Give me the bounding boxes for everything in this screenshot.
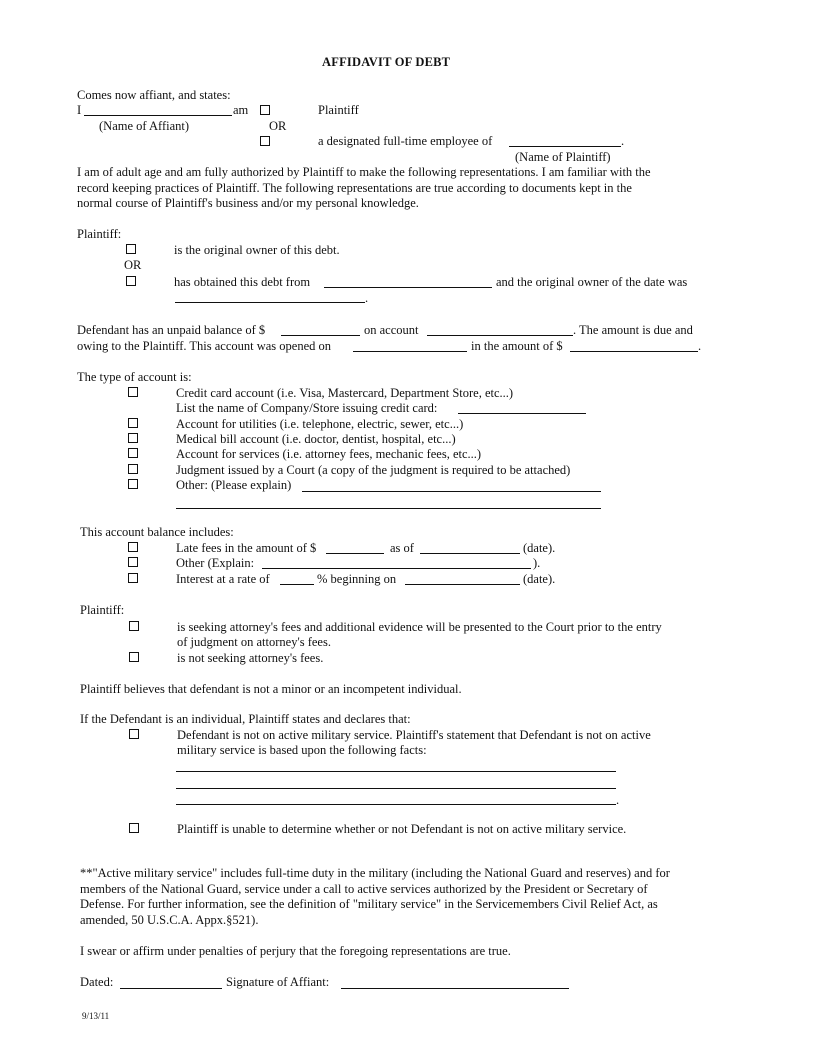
military-facts-field-1[interactable]	[176, 771, 616, 772]
obtained-debt-checkbox[interactable]	[126, 276, 136, 286]
balance-text-2: on account	[364, 323, 419, 337]
balance-amount-field[interactable]	[281, 335, 360, 336]
not-active-military-line-1: Defendant is not on active military service. Plaintiff's statement that Defendant is not on active	[177, 728, 651, 742]
owner-or: OR	[124, 258, 142, 272]
military-intro: If the Defendant is an individual, Plaintiff states and declares that:	[80, 712, 411, 726]
late-fees-as-of: as of	[390, 541, 414, 555]
late-fees-amount-field[interactable]	[326, 553, 384, 554]
oath-statement: I swear or affirm under penalties of perjury that the foregoing representations are true.	[80, 944, 511, 958]
not-seeking-fees-checkbox[interactable]	[129, 652, 139, 662]
balance-text-1: Defendant has an unpaid balance of $	[77, 323, 266, 337]
judgment-label: Judgment issued by a Court (a copy of the judgment is required to be attached)	[176, 463, 571, 477]
opened-date-field[interactable]	[353, 351, 467, 352]
interest-percent-label: % beginning on	[317, 572, 397, 586]
other-fees-explain-field[interactable]	[262, 568, 531, 569]
original-owner-checkbox[interactable]	[126, 244, 136, 254]
medical-label: Medical bill account (i.e. doctor, dentist, hospital, etc...)	[176, 432, 456, 446]
intro-am: am	[233, 103, 249, 117]
employee-checkbox[interactable]	[260, 136, 270, 146]
obtained-from-field[interactable]	[324, 287, 492, 288]
other-fees-checkbox[interactable]	[128, 557, 138, 567]
intro-or: OR	[269, 119, 287, 133]
account-field[interactable]	[427, 335, 573, 336]
seeking-fees-line-1: is seeking attorney's fees and additional evidence will be presented to the Court prior to the entry	[177, 620, 662, 634]
owner-plaintiff-label: Plaintiff:	[77, 227, 122, 241]
attorney-plaintiff-label: Plaintiff:	[80, 603, 125, 617]
not-seeking-fees-label: is not seeking attorney's fees.	[177, 651, 324, 665]
signature-label: Signature of Affiant:	[226, 975, 330, 989]
interest-date-field[interactable]	[405, 584, 520, 585]
late-fees-label: Late fees in the amount of $	[176, 541, 317, 555]
original-owner-date-label: and the original owner of the date was	[496, 275, 688, 289]
dated-field[interactable]	[120, 988, 222, 989]
credit-card-label: Credit card account (i.e. Visa, Mastercard, Department Store, etc...)	[176, 386, 514, 400]
account-type-label: The type of account is:	[77, 370, 192, 384]
signature-field[interactable]	[341, 988, 569, 989]
unable-determine-checkbox[interactable]	[129, 823, 139, 833]
balance-text-5: in the amount of $	[471, 339, 563, 353]
medical-checkbox[interactable]	[128, 433, 138, 443]
late-fees-checkbox[interactable]	[128, 542, 138, 552]
minor-statement: Plaintiff believes that defendant is not a minor or an incompetent individual.	[80, 682, 462, 696]
credit-card-sub-label: List the name of Company/Store issuing credit card:	[176, 401, 438, 415]
footnote-line-4: amended, 50 U.S.C.A. Appx.§521).	[80, 913, 259, 927]
credit-card-checkbox[interactable]	[128, 387, 138, 397]
judgment-checkbox[interactable]	[128, 464, 138, 474]
form-date: 9/13/11	[82, 1011, 110, 1021]
services-label: Account for services (i.e. attorney fees, mechanic fees, etc...)	[176, 447, 482, 461]
affiant-name-field[interactable]	[84, 115, 232, 116]
other-account-explain-field-2[interactable]	[176, 508, 601, 509]
military-facts-field-3[interactable]	[176, 804, 616, 805]
other-account-checkbox[interactable]	[128, 479, 138, 489]
not-active-military-checkbox[interactable]	[129, 729, 139, 739]
other-fees-label: Other (Explain:	[176, 556, 255, 570]
services-checkbox[interactable]	[128, 448, 138, 458]
intro-i: I	[77, 103, 82, 117]
other-fees-close: ).	[533, 556, 541, 570]
footnote-line-2: members of the National Guard, service under a call to active services authorized by the President or Secretary of	[80, 882, 648, 896]
late-fees-date-field[interactable]	[420, 553, 520, 554]
not-active-military-line-2: military service is based upon the following facts:	[177, 743, 427, 757]
original-owner-date-field[interactable]	[175, 302, 365, 303]
interest-checkbox[interactable]	[128, 573, 138, 583]
name-of-plaintiff-caption: (Name of Plaintiff)	[515, 150, 611, 164]
intro-comes-now: Comes now affiant, and states:	[77, 88, 231, 102]
balance-text-6: .	[698, 339, 702, 353]
other-account-explain-field[interactable]	[302, 491, 601, 492]
dated-label: Dated:	[80, 975, 114, 989]
plaintiff-name-field[interactable]	[509, 146, 621, 147]
interest-rate-field[interactable]	[280, 584, 314, 585]
credit-card-company-field[interactable]	[458, 413, 586, 414]
obtained-debt-label: has obtained this debt from	[174, 275, 311, 289]
owner-period: .	[365, 291, 369, 305]
footnote-line-1: **"Active military service" includes full-time duty in the military (including the National Guard and reserves) and for	[80, 866, 670, 880]
balance-includes-label: This account balance includes:	[80, 525, 234, 539]
authority-line-2: record keeping practices of Plaintiff. The following representations are true according to documents kept in the	[77, 181, 632, 195]
utilities-checkbox[interactable]	[128, 418, 138, 428]
other-account-label: Other: (Please explain)	[176, 478, 292, 492]
plaintiff-option-label: Plaintiff	[318, 103, 359, 117]
late-fees-date-label: (date).	[523, 541, 556, 555]
interest-date-label: (date).	[523, 572, 556, 586]
seeking-fees-checkbox[interactable]	[129, 621, 139, 631]
utilities-label: Account for utilities (i.e. telephone, electric, sewer, etc...)	[176, 417, 464, 431]
balance-text-3: . The amount is due and	[573, 323, 693, 337]
authority-line-1: I am of adult age and am fully authorized by Plaintiff to make the following representations. I am familiar with the	[77, 165, 651, 179]
plaintiff-checkbox[interactable]	[260, 105, 270, 115]
employee-period: .	[621, 134, 625, 148]
unable-determine-label: Plaintiff is unable to determine whether or not Defendant is not on active military service.	[177, 822, 627, 836]
original-owner-label: is the original owner of this debt.	[174, 243, 340, 257]
footnote-line-3: Defense. For further information, see the definition of "military service" in the Servicemembers Civil Relief Act, as	[80, 897, 658, 911]
opened-amount-field[interactable]	[570, 351, 698, 352]
authority-line-3: normal course of Plaintiff's business and/or my personal knowledge.	[77, 196, 419, 210]
military-facts-field-2[interactable]	[176, 788, 616, 789]
employee-option-label: a designated full-time employee of	[318, 134, 493, 148]
name-of-affiant-caption: (Name of Affiant)	[99, 119, 190, 133]
page-title: AFFIDAVIT OF DEBT	[322, 55, 451, 69]
balance-text-4: owing to the Plaintiff. This account was opened on	[77, 339, 332, 353]
military-facts-period: .	[616, 793, 620, 807]
seeking-fees-line-2: of judgment on attorney's fees.	[177, 635, 331, 649]
interest-label: Interest at a rate of	[176, 572, 270, 586]
